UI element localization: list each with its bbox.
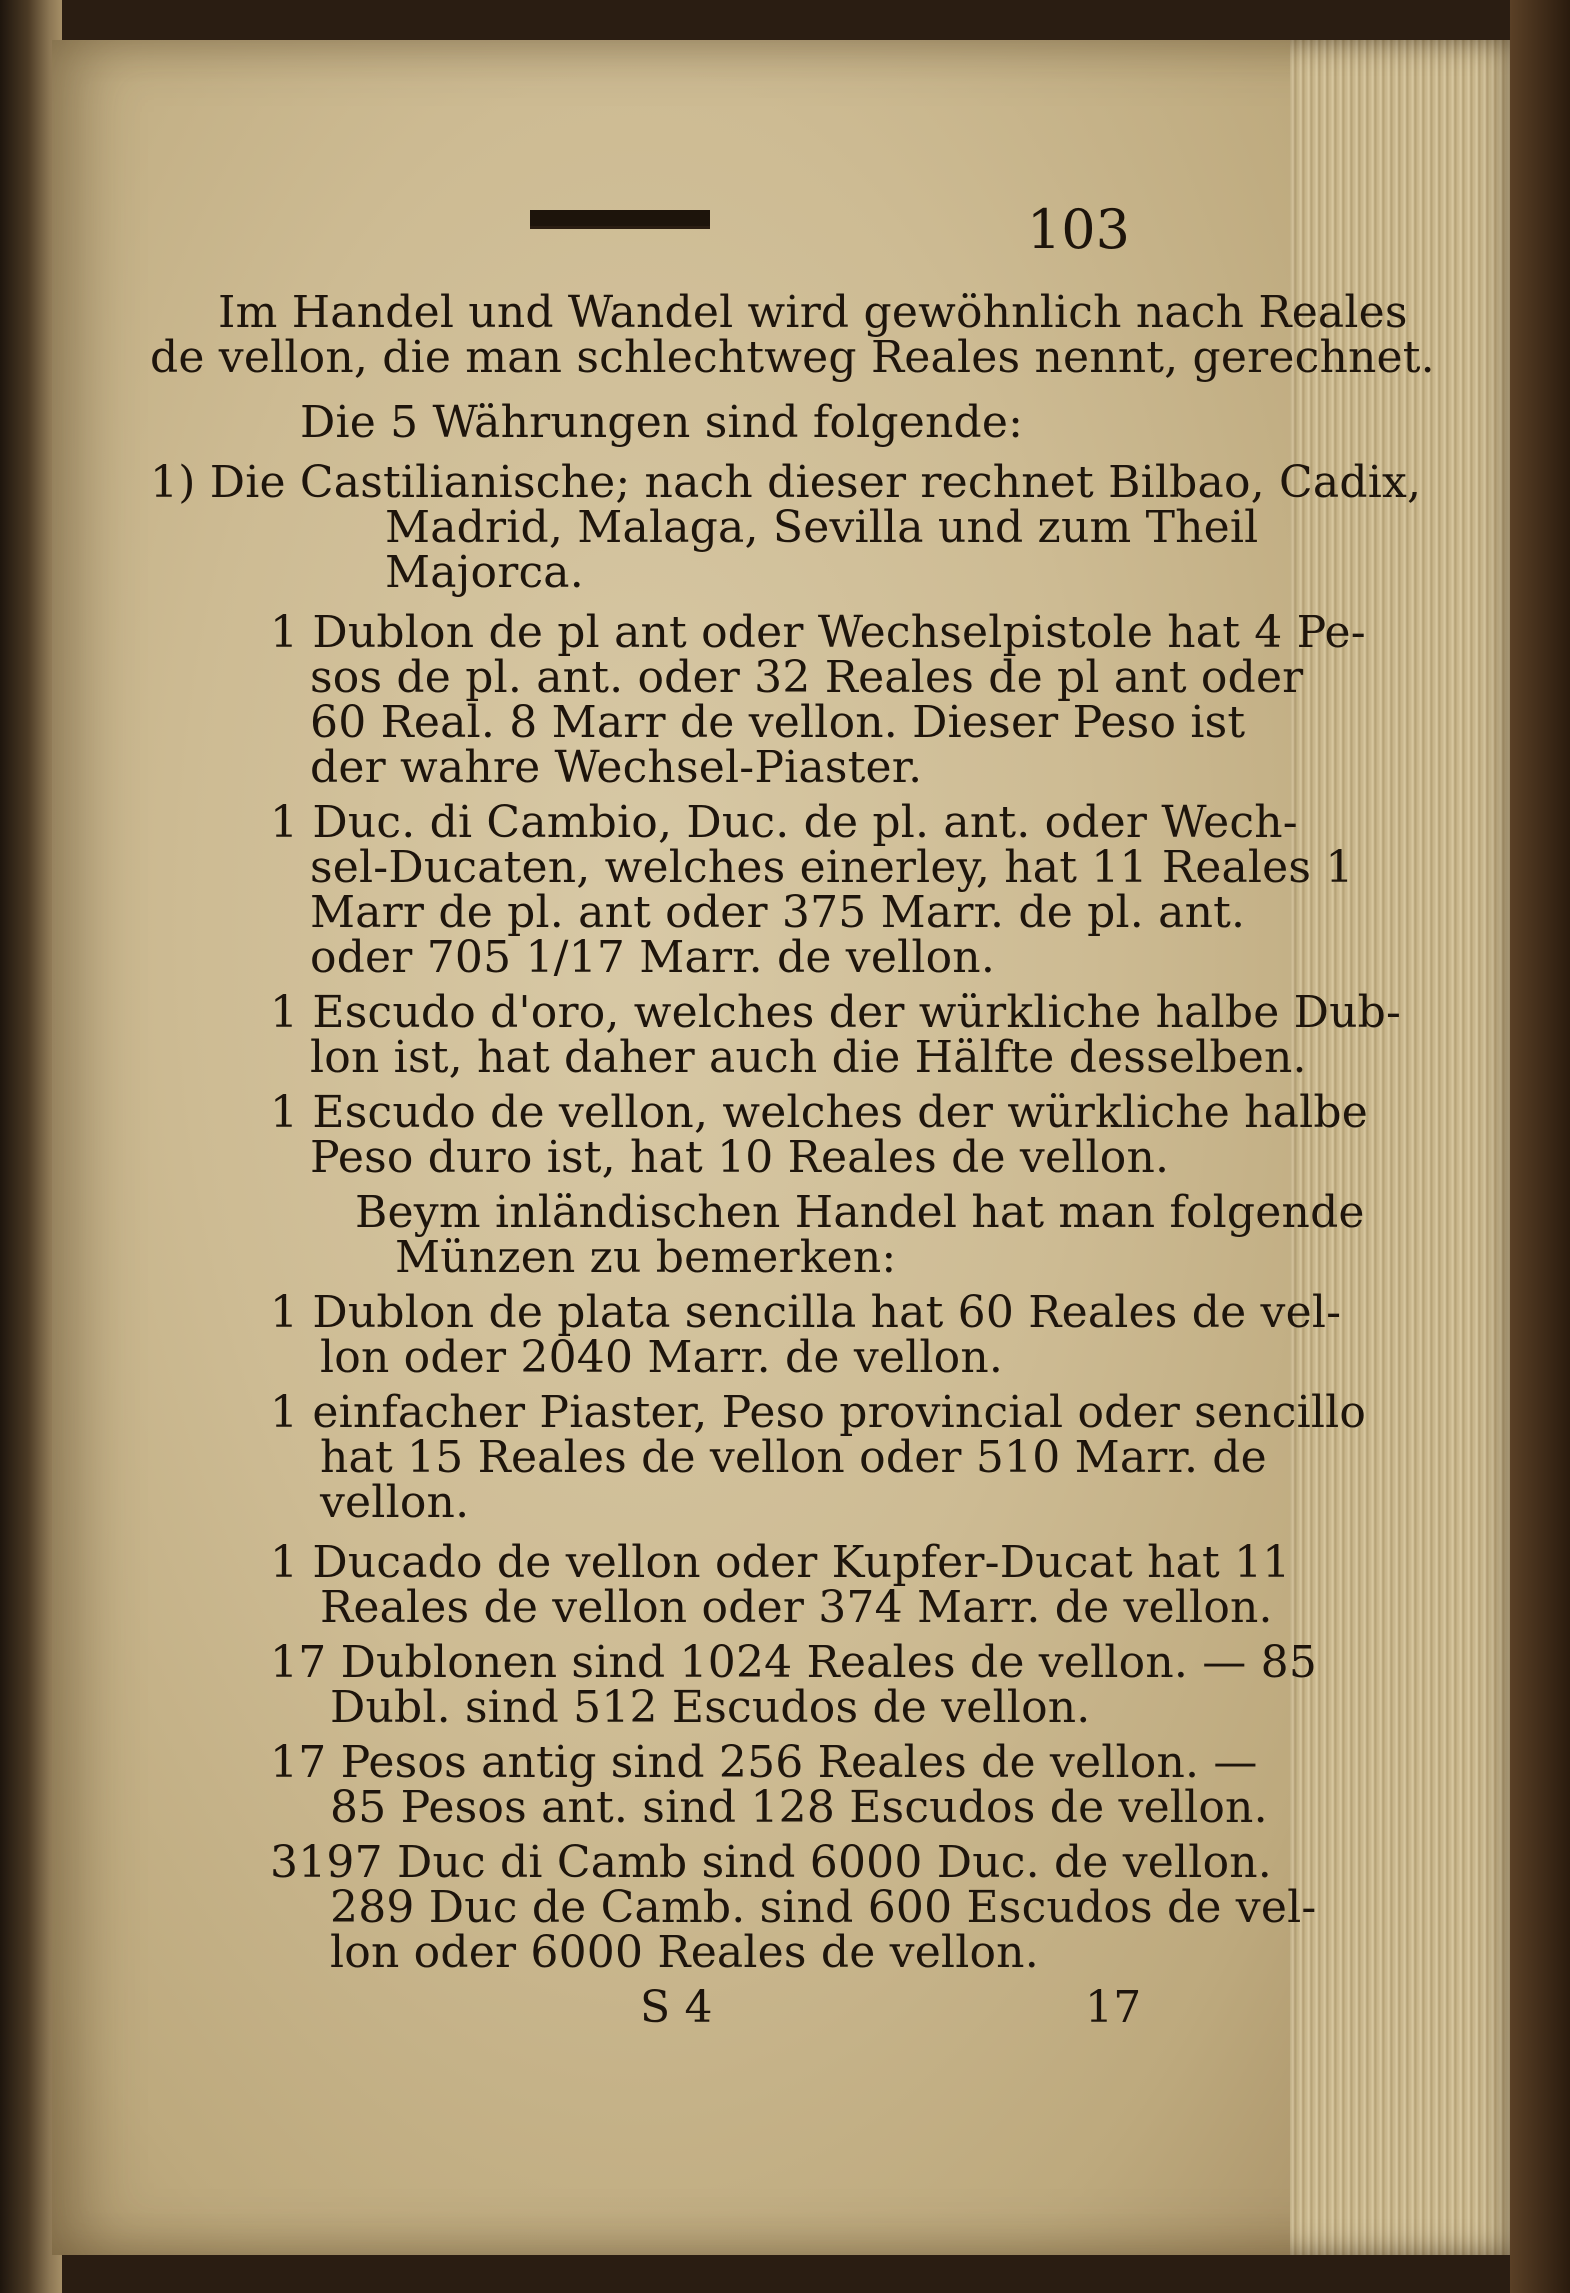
- text-line: Majorca.: [385, 547, 584, 598]
- text-line: 17 Dublonen sind 1024 Reales de vellon. — 85: [270, 1637, 1318, 1688]
- text-line: 289 Duc de Camb. sind 600 Escudos de vel-: [330, 1882, 1317, 1933]
- header-rule: [530, 210, 710, 226]
- text-line: Dubl. sind 512 Escudos de vellon.: [330, 1682, 1091, 1733]
- text-line: hat 15 Reales de vellon oder 510 Marr. de: [320, 1432, 1267, 1483]
- text-line: 1 Dublon de pl ant oder Wechselpistole hat 4 Pe-: [270, 607, 1366, 658]
- text-line: lon oder 6000 Reales de vellon.: [330, 1927, 1039, 1978]
- text-line: 17 Pesos antig sind 256 Reales de vellon. —: [270, 1737, 1258, 1788]
- text-line: de vellon, die man schlechtweg Reales nennt, gerechnet.: [150, 332, 1435, 383]
- text-line: sos de pl. ant. oder 32 Reales de pl ant oder: [310, 652, 1304, 703]
- text-line: der wahre Wechsel-Piaster.: [310, 742, 923, 793]
- text-line: sel-Ducaten, welches einerley, hat 11 Reales 1: [310, 842, 1354, 893]
- text-line: 3197 Duc di Camb sind 6000 Duc. de vellon.: [270, 1837, 1272, 1888]
- text-line: 1 einfacher Piaster, Peso provincial oder sencillo: [270, 1387, 1367, 1438]
- text-line: Die 5 Währungen sind folgende:: [300, 397, 1024, 448]
- text-line: 1 Escudo d'oro, welches der würkliche halbe Dub-: [270, 987, 1402, 1038]
- text-line: Münzen zu bemerken:: [395, 1232, 897, 1283]
- text-line: lon ist, hat daher auch die Hälfte desselben.: [310, 1032, 1307, 1083]
- text-line: Beym inländischen Handel hat man folgende: [355, 1187, 1365, 1238]
- page-number: 103: [1026, 198, 1130, 261]
- text-line: 1 Ducado de vellon oder Kupfer-Ducat hat 11: [270, 1537, 1291, 1588]
- text-line: Reales de vellon oder 374 Marr. de vellon.: [320, 1582, 1273, 1633]
- text-line: 1 Duc. di Cambio, Duc. de pl. ant. oder Wech-: [270, 797, 1298, 848]
- book-cover-edge: [1510, 0, 1570, 2293]
- text-line: 1 Escudo de vellon, welches der würkliche halbe: [270, 1087, 1369, 1138]
- text-line: 1 Dublon de plata sencilla hat 60 Reales de vel-: [270, 1287, 1342, 1338]
- text-line: oder 705 1/17 Marr. de vellon.: [310, 932, 996, 983]
- text-line: Madrid, Malaga, Sevilla und zum Theil: [385, 502, 1259, 553]
- text-line: 85 Pesos ant. sind 128 Escudos de vellon.: [330, 1782, 1268, 1833]
- text-line: Im Handel und Wandel wird gewöhnlich nach Reales: [218, 287, 1408, 338]
- text-line: 1) Die Castilianische; nach dieser rechnet Bilbao, Cadix,: [150, 457, 1422, 508]
- text-line: Peso duro ist, hat 10 Reales de vellon.: [310, 1132, 1170, 1183]
- text-line: Marr de pl. ant oder 375 Marr. de pl. ant.: [310, 887, 1246, 938]
- text-line: vellon.: [320, 1477, 470, 1528]
- text-line: lon oder 2040 Marr. de vellon.: [320, 1332, 1004, 1383]
- text-line: 60 Real. 8 Marr de vellon. Dieser Peso ist: [310, 697, 1246, 748]
- catchword: 17: [1085, 1982, 1142, 2033]
- signature-mark: S 4: [640, 1982, 713, 2033]
